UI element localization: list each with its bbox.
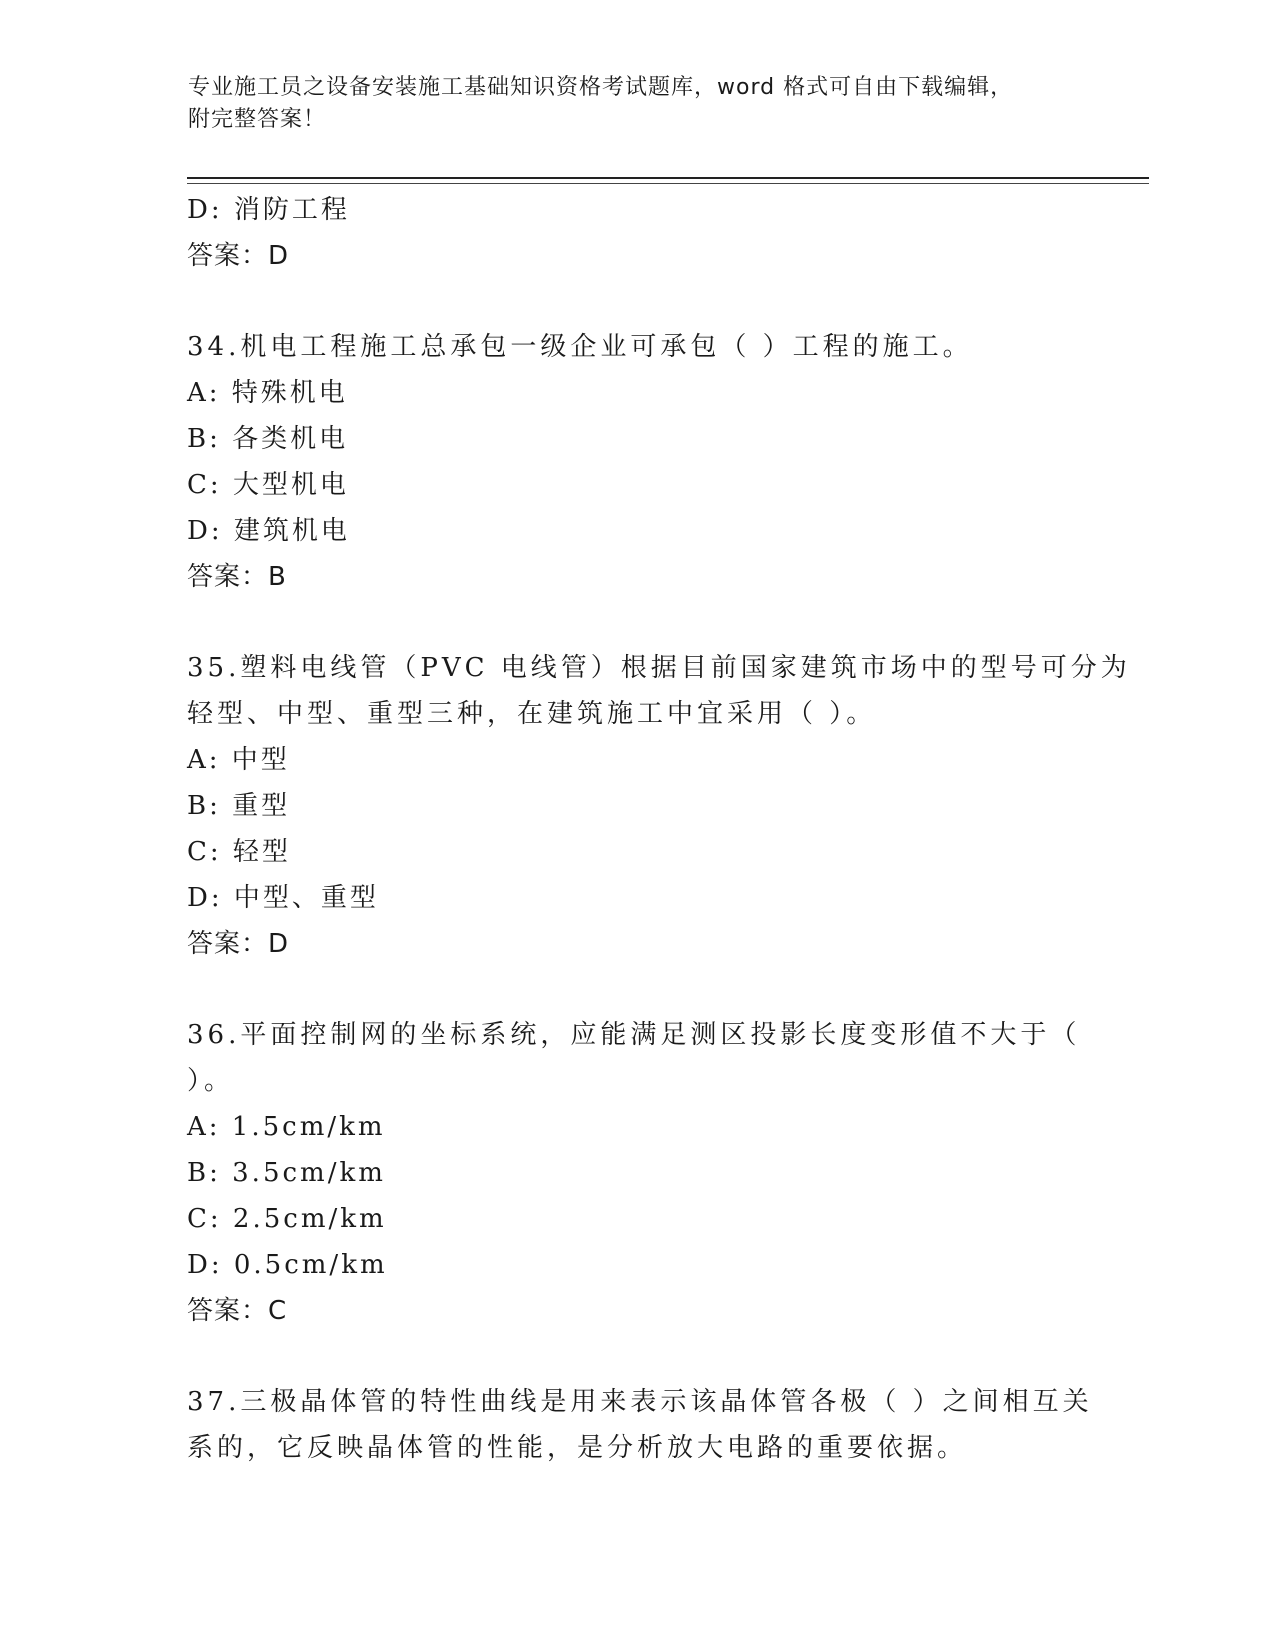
question-35 bbox=[187, 645, 1131, 967]
option-a: A: 1.5cm/km bbox=[187, 1112, 386, 1142]
option-c: C: 轻型 bbox=[187, 837, 291, 867]
answer: 答案：B bbox=[187, 562, 287, 592]
question-36 bbox=[187, 1012, 1081, 1334]
header-line-1: 专业施工员之设备安装施工基础知识资格考试题库，word 格式可自由下载编辑， bbox=[188, 75, 1014, 100]
question-text-line-1: 37.三极晶体管的特性曲线是用来表示该晶体管各极（ ）之间相互关 bbox=[187, 1387, 1093, 1417]
option-c: C: 大型机电 bbox=[187, 470, 349, 500]
option-c: C: 2.5cm/km bbox=[187, 1204, 387, 1234]
question-text: 34.机电工程施工总承包一级企业可承包（ ）工程的施工。 bbox=[187, 332, 973, 362]
option-d: D: 中型、重型 bbox=[187, 883, 379, 913]
question-text-line-1: 36.平面控制网的坐标系统，应能满足测区投影长度变形值不大于（ bbox=[187, 1020, 1081, 1050]
question-34 bbox=[187, 324, 1067, 600]
header-rule-thin bbox=[187, 183, 1149, 184]
question-text-line-2: ）。 bbox=[187, 1066, 235, 1096]
option-d: D: 0.5cm/km bbox=[187, 1250, 388, 1280]
prev-answer: 答案：D bbox=[187, 241, 290, 271]
question-text-line-2: 轻型、中型、重型三种，在建筑施工中宜采用（ ）。 bbox=[187, 699, 877, 729]
prev-option-d: D: 消防工程 bbox=[187, 195, 350, 225]
header-rule-thick bbox=[187, 177, 1149, 179]
option-b: B: 3.5cm/km bbox=[187, 1158, 386, 1188]
question-text-line-1: 35.塑料电线管（PVC 电线管）根据目前国家建筑市场中的型号可分为 bbox=[187, 653, 1131, 683]
answer: 答案：D bbox=[187, 929, 290, 959]
option-b: B: 重型 bbox=[187, 791, 291, 821]
header-line-2: 附完整答案！ bbox=[188, 107, 327, 132]
option-b: B: 各类机电 bbox=[187, 424, 349, 454]
option-a: A: 中型 bbox=[187, 745, 290, 775]
question-37 bbox=[187, 1379, 1093, 1471]
question-list bbox=[187, 187, 1131, 1471]
answer: 答案：C bbox=[187, 1296, 288, 1326]
page-header bbox=[188, 72, 1068, 136]
question-text-line-2: 系的，它反映晶体管的性能，是分析放大电路的重要依据。 bbox=[187, 1433, 968, 1463]
option-d: D: 建筑机电 bbox=[187, 516, 350, 546]
option-a: A: 特殊机电 bbox=[187, 378, 348, 408]
